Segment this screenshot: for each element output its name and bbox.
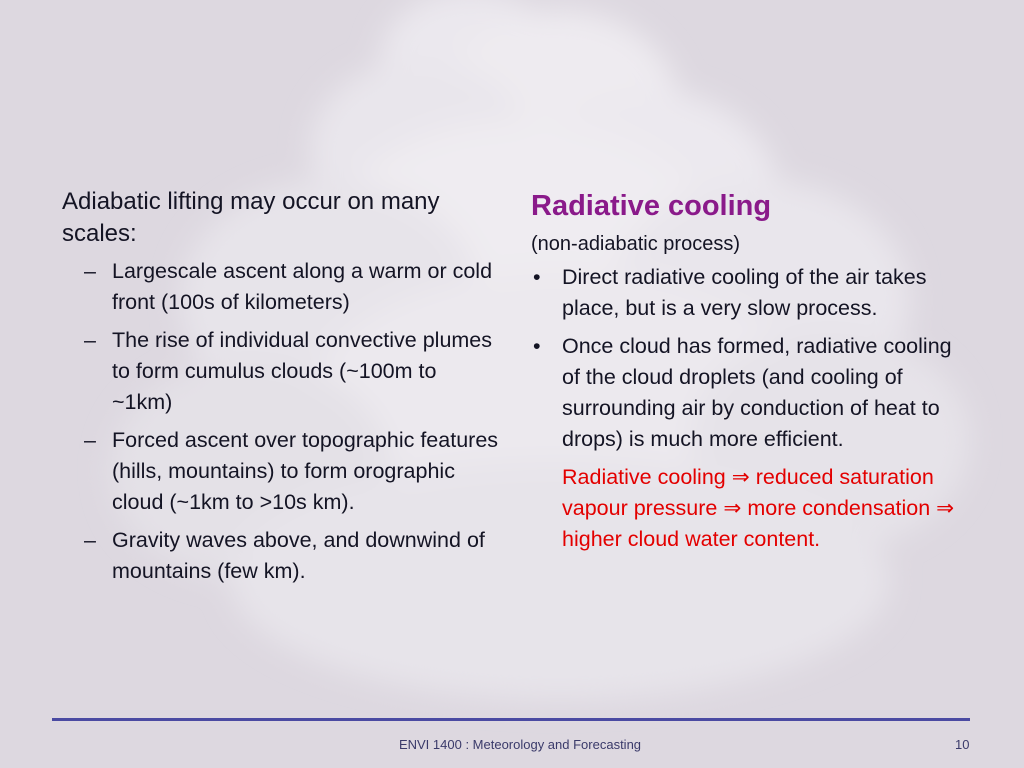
bullet-marker: • <box>533 265 541 289</box>
list-item-text: Forced ascent over topographic features (hills, mountains) to form orographic cloud (~1km to >10s km). <box>112 428 499 514</box>
dash-marker: – <box>84 528 96 552</box>
dash-marker: – <box>84 328 96 352</box>
radiative-bullets <box>531 262 971 455</box>
list-item <box>62 325 502 418</box>
list-item <box>531 331 971 455</box>
section-subtitle: (non-adiabatic process) <box>531 233 740 255</box>
list-item-text: Once cloud has formed, radiative cooling of the cloud droplets (and cooling of surrounding air by conduction of heat to drops) is much more efficient. <box>562 334 952 451</box>
list-item <box>62 525 502 587</box>
list-item <box>531 262 971 324</box>
left-column <box>62 186 502 594</box>
bullet-marker: • <box>533 334 541 358</box>
list-item <box>62 425 502 518</box>
list-item-text: Gravity waves above, and downwind of mountains (few km). <box>112 528 485 583</box>
list-item-text: The rise of individual convective plumes to form cumulus clouds (~100m to ~1km) <box>112 328 493 414</box>
list-item-text: Direct radiative cooling of the air takes place, but is a very slow process. <box>562 265 927 320</box>
conclusion-text: Radiative cooling ⇒ reduced saturation vapour pressure ⇒ more condensation ⇒ higher cloud water content. <box>562 465 955 551</box>
section-heading: Radiative cooling <box>531 190 772 222</box>
page-number: 10 <box>955 737 970 752</box>
list-item <box>62 256 502 318</box>
dash-marker: – <box>84 428 96 452</box>
footer-course-title: ENVI 1400 : Meteorology and Forecasting <box>398 737 642 752</box>
scales-list <box>62 256 502 587</box>
list-item-text: Largescale ascent along a warm or cold front (100s of kilometers) <box>112 259 493 314</box>
footer-divider <box>52 718 970 721</box>
right-column <box>531 186 971 555</box>
intro-text: Adiabatic lifting may occur on many scales: <box>62 188 440 247</box>
dash-marker: – <box>84 259 96 283</box>
